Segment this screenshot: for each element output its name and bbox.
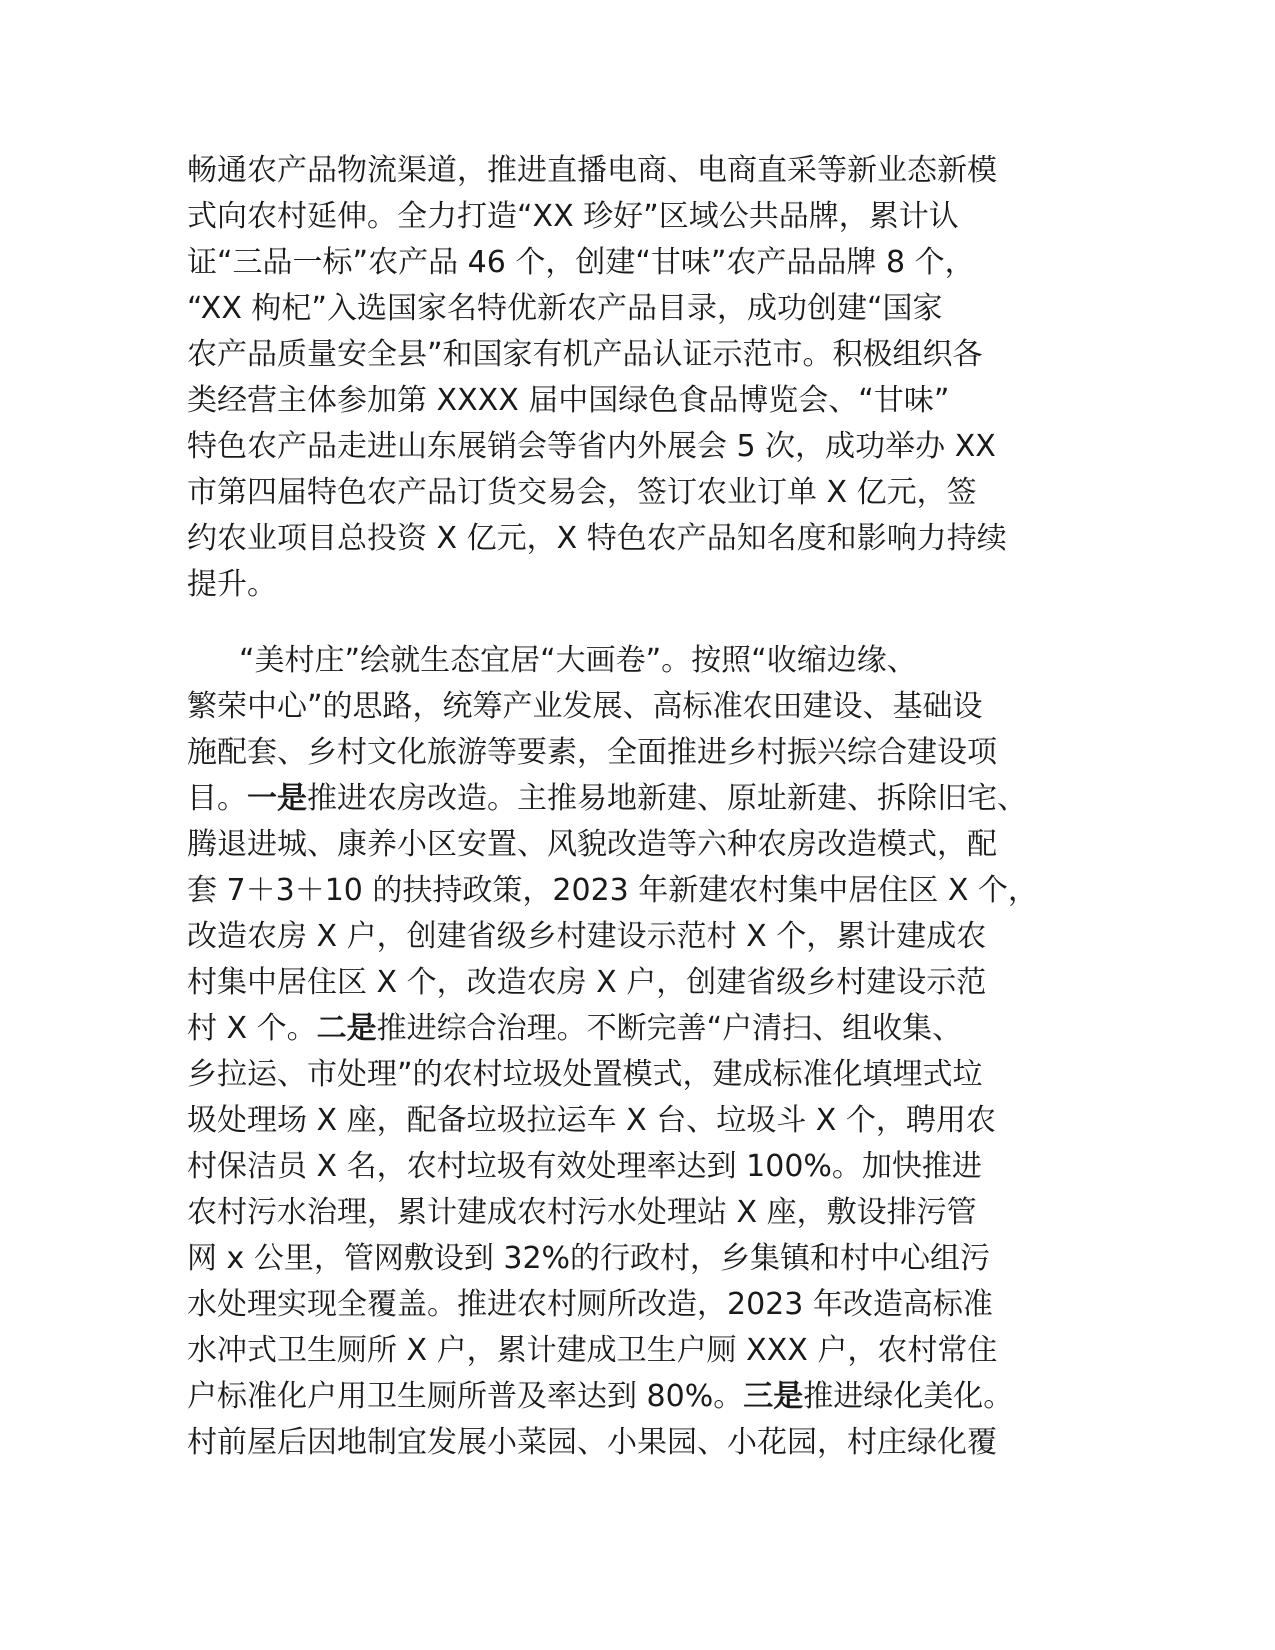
text-line: 农产品质量安全县”和国家有机产品认证示范市。积极组织各: [187, 337, 983, 372]
text-line: 水冲式卫生厕所 X 户，累计建成卫生户厕 XXX 户，农村常住: [187, 1333, 998, 1368]
text-line: 网 x 公里，管网敷设到 32%的行政村，乡集镇和村中心组污: [187, 1241, 991, 1276]
paragraph-gap: [187, 608, 1087, 638]
text-line: 村前屋后因地制宜发展小菜园、小果园、小花园，村庄绿化覆: [187, 1425, 997, 1460]
text-line: 村保洁员 X 名，农村垃圾有效处理率达到 100%。加快推进: [187, 1149, 982, 1184]
text-segment: 推进绿化美化。: [803, 1379, 1014, 1414]
text-line: 乡拉运、市处理”的农村垃圾处置模式，建成标准化填埋式垃: [187, 1057, 983, 1092]
text-line: 套 7＋3＋10 的扶持政策，2023 年新建农村集中居住区 X 个，: [187, 873, 1038, 908]
text-line: “XX 枸杞”入选国家名特优新农产品目录，成功创建“国家: [187, 291, 943, 326]
text-segment: 推进综合治理。不断完善“户清扫、组收集、: [376, 1011, 963, 1046]
text-segment: 户标准化户用卫生厕所普及率达到 80%。: [187, 1379, 744, 1414]
text-line: “美村庄”绘就生态宜居“大画卷”。按照“收缩边缘、: [239, 643, 917, 678]
bold-marker-third: 三是: [743, 1379, 804, 1414]
text-line: 类经营主体参加第 XXXX 届中国绿色食品博览会、“甘味”: [187, 383, 950, 418]
text-line: 畅通农产品物流渠道，推进直播电商、电商直采等新业态新模: [187, 153, 997, 188]
text-line: 改造农房 X 户，创建省级乡村建设示范村 X 个，累计建成农: [187, 919, 987, 954]
paragraph-beautiful-village: [187, 638, 1087, 1466]
text-line: 约农业项目总投资 X 亿元，X 特色农产品知名度和影响力持续: [187, 521, 1007, 556]
bold-marker-first: 一是: [247, 781, 307, 816]
text-segment: 推进农房改造。主推易地新建、原址新建、拆除旧宅、: [307, 781, 1027, 816]
text-line: 特色农产品走进山东展销会等省内外展会 5 次，成功举办 XX: [187, 429, 996, 464]
text-line: 式向农村延伸。全力打造“XX 珍好”区域公共品牌，累计认: [187, 199, 959, 234]
text-line: [187, 776, 1087, 822]
text-segment: 村 X 个。: [187, 1011, 317, 1046]
paragraph-logistics-brand: [187, 148, 1087, 608]
bold-marker-second: 二是: [316, 1011, 377, 1046]
text-line: 证“三品一标”农产品 46 个，创建“甘味”农产品品牌 8 个，: [187, 245, 975, 280]
text-line: 繁荣中心”的思路，统筹产业发展、高标准农田建设、基础设: [187, 689, 983, 724]
text-line: [187, 1374, 1087, 1420]
text-line: 水处理实现全覆盖。推进农村厕所改造，2023 年改造高标准: [187, 1287, 993, 1322]
text-line: 圾处理场 X 座，配备垃圾拉运车 X 台、垃圾斗 X 个，聘用农: [187, 1103, 996, 1138]
text-line: 提升。: [187, 567, 277, 602]
text-line: 村集中居住区 X 个，改造农房 X 户，创建省级乡村建设示范: [187, 965, 987, 1000]
text-line: 农村污水治理，累计建成农村污水处理站 X 座，敷设排污管: [187, 1195, 977, 1230]
text-line: [187, 1006, 1087, 1052]
text-line: 市第四届特色农产品订货交易会，签订农业订单 X 亿元，签: [187, 475, 977, 510]
text-line: 腾退进城、康养小区安置、风貌改造等六种农房改造模式，配: [187, 827, 997, 862]
document-body: [187, 148, 1087, 1466]
text-segment: 目。: [187, 781, 247, 816]
text-line: 施配套、乡村文化旅游等要素，全面推进乡村振兴综合建设项: [187, 735, 997, 770]
